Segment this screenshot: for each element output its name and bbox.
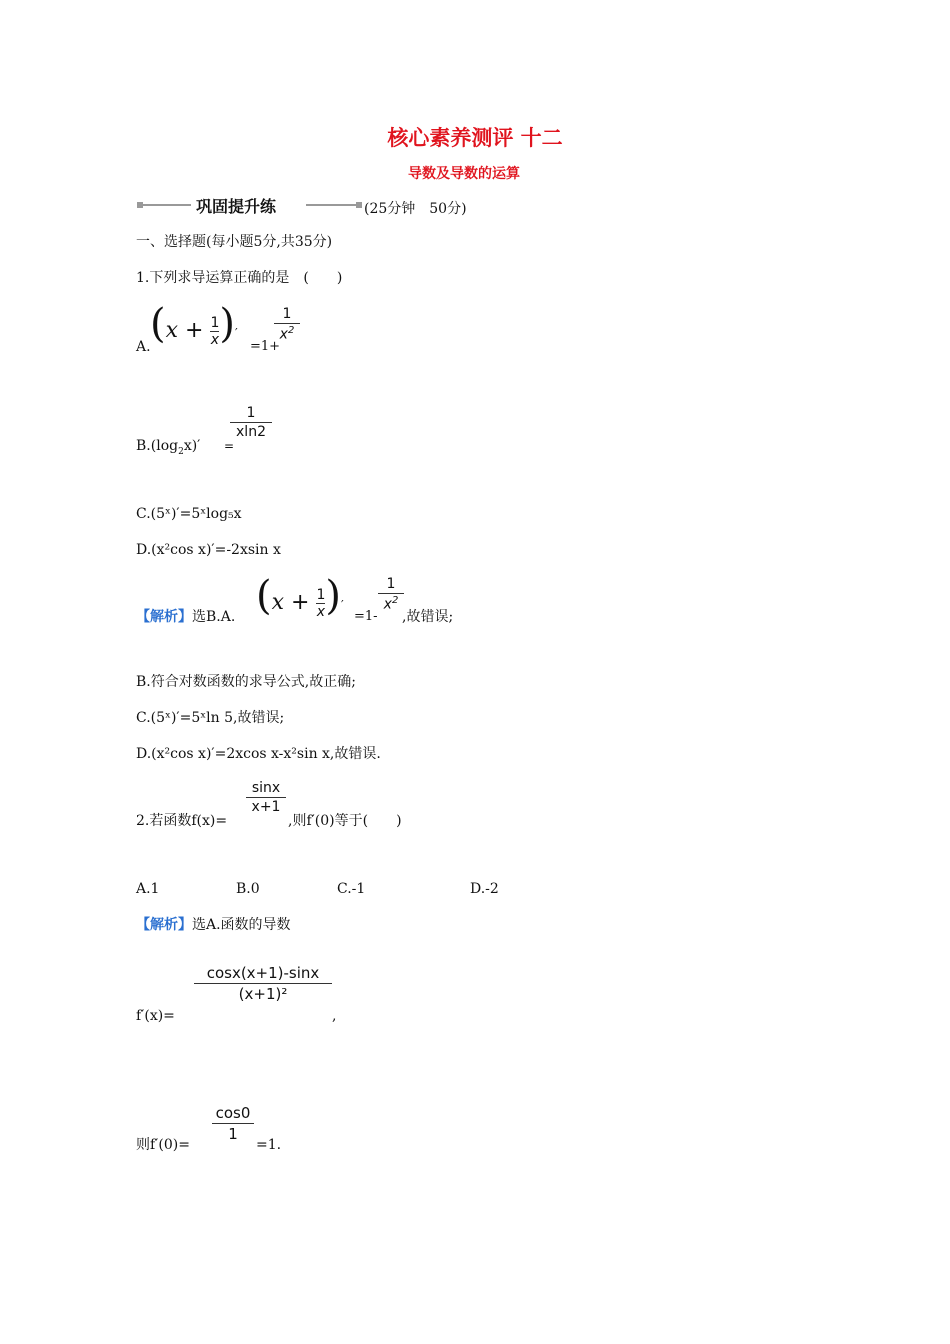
q2-final-num: cos0	[215, 1104, 251, 1122]
q2-final-den: 1	[228, 1125, 238, 1143]
q1-option-b-eq: =	[224, 439, 235, 453]
banner-right-square	[356, 202, 362, 208]
q2-option-a: A.1	[136, 881, 160, 897]
q1-analysis-b: B.符合对数函数的求导公式,故正确;	[136, 674, 356, 690]
q1-option-d: D.(x²cos x)′=-2xsin x	[136, 542, 281, 558]
banner-right-line	[306, 204, 358, 206]
q1-option-b-label: B.	[136, 438, 151, 454]
q2-option-d: D.-2	[470, 881, 499, 897]
analysis-tag: 【解析】	[136, 917, 192, 933]
q1-analysis-d: D.(x²cos x)′=2xcos x-x²sin x,故错误.	[136, 746, 381, 762]
q1-analysis-eq: =1-	[354, 609, 378, 624]
banner-left-line	[143, 204, 191, 206]
q2-final-lead: 则f′(0)=	[136, 1137, 190, 1153]
q2-stem-tail: ,则f′(0)等于( )	[288, 813, 402, 829]
q2-deriv-num: cosx(x+1)-sinx	[206, 964, 320, 982]
q2-final-tail: =1.	[256, 1137, 282, 1153]
q1-option-b-rest: x)′	[183, 438, 201, 454]
q1-analysis-frac: 1 $x^2$	[378, 576, 404, 613]
q2-stem-frac	[246, 780, 286, 815]
page-title: 核心素养测评 十二	[387, 126, 563, 150]
q2-analysis-line1	[136, 916, 291, 934]
part-heading: 一、选择题(每小题5分,共35分)	[136, 234, 333, 250]
q1-option-c: C.(5ˣ)′=5ˣlog₅x	[136, 506, 242, 522]
q1-option-b-base: 2	[178, 446, 184, 457]
q2-final-frac	[212, 1104, 254, 1143]
q2-stem-frac-den: x+1	[251, 799, 281, 815]
q1-option-b-expr	[136, 437, 200, 455]
q1-option-b-frac-num: 1	[246, 405, 256, 421]
analysis-tag: 【解析】	[136, 609, 192, 625]
q1-option-b-frac-den: xln2	[236, 424, 266, 440]
q1-stem: 1.下列求导运算正确的是 ( )	[136, 270, 343, 286]
q2-deriv-lead: f′(x)=	[136, 1008, 175, 1024]
q1-analysis-tail: ,故错误;	[402, 609, 454, 625]
q2-deriv-den: (x+1)²	[238, 985, 288, 1003]
q1-option-a-expr: (x + $\frac{1}{x}$ )′	[150, 301, 238, 348]
q2-option-c: C.-1	[337, 881, 366, 897]
q1-option-a-frac: 1 $x^2$	[274, 306, 300, 343]
q1-option-a-tail: =1+	[250, 339, 281, 354]
q2-stem-lead: 2.若函数f(x)=	[136, 813, 228, 829]
page-subtitle: 导数及导数的运算	[408, 166, 520, 182]
q1-analysis-c: C.(5ˣ)′=5ˣln 5,故错误;	[136, 710, 285, 726]
q2-option-b: B.0	[236, 881, 260, 897]
q1-option-b-frac	[230, 405, 272, 440]
q1-analysis-line1	[136, 608, 235, 626]
q2-deriv-tail: ,	[332, 1008, 337, 1024]
banner-title: 巩固提升练	[196, 197, 277, 216]
q2-stem-frac-num: sinx	[251, 780, 281, 796]
q1-analysis-lead: 选B.A.	[192, 609, 236, 625]
q2-analysis-lead: 选A.函数的导数	[192, 917, 291, 933]
q1-analysis-expr: (x + $\frac{1}{x}$ )′	[256, 573, 344, 620]
banner-time: (25分钟 50分)	[364, 201, 467, 217]
q2-deriv-frac	[194, 964, 332, 1003]
q1-option-a-label: A.	[136, 339, 151, 355]
q1-option-b-log: (log	[150, 438, 179, 454]
